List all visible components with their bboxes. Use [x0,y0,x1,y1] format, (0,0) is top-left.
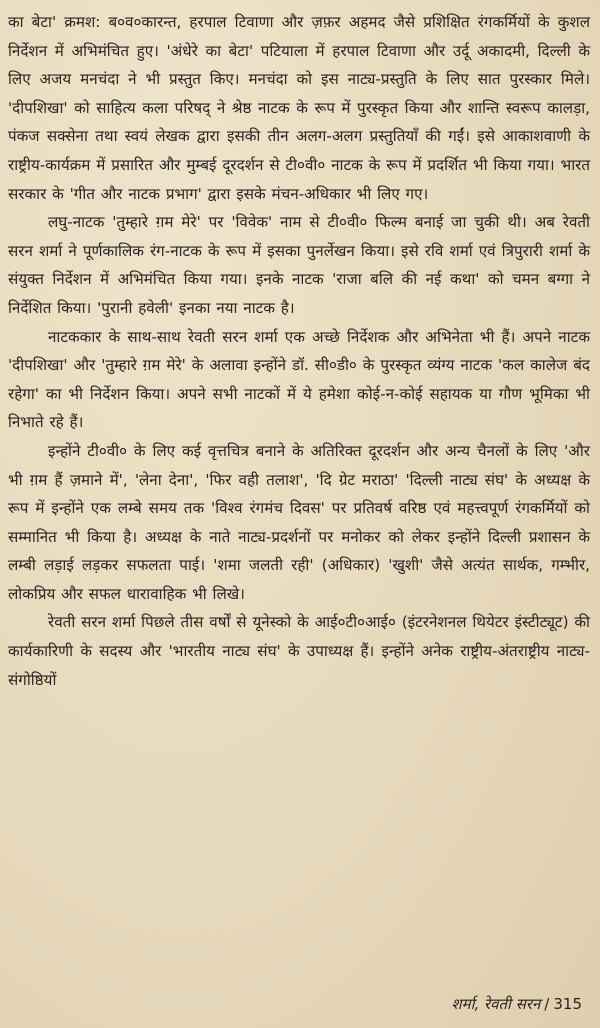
running-head: शर्मा, रेवती सरन [451,995,541,1013]
page-footer [451,994,582,1014]
page-number: 315 [553,995,582,1013]
paragraph-1: का बेटा' क्रमश: ब०व०कारन्त, हरपाल टिवाणा और ज़फ़र अहमद जैसे प्रशिक्षित रंगकर्मियों के कुशल निर्देशन में अभिमंचित हुए। 'अंधेरे का बेटा' पटियाला में हरपाल टिवाणा और उर्दू अकादमी, दिल्ली के लिए अजय मनचंदा ने भी प्रस्तुत किए। मनचंदा को इस नाट्य-प्रस्तुति के लिए सात पुरस्कार मिले। 'दीपशिखा' को साहित्य कला परिषद् ने श्रेष्ठ नाटक के रूप में पुरस्कृत किया और शान्ति स्वरूप कालड़ा, पंकज सक्सेना तथा स्वयं लेखक द्वारा इसकी तीन अलग-अलग प्रस्तुतियाँ की गईं। इसे आकाशवाणी के राष्ट्रीय-कार्यक्रम में प्रसारित और मुम्बई दूरदर्शन से टी०वी० नाटक के रूप में प्रदर्शित भी किया गया। भारत सरकार के 'गीत और नाटक प्रभाग' द्वारा इसके मंचन-अधिकार भी लिए गए। [8,13,590,203]
paragraph-4: इन्होंने टी०वी० के लिए कई वृत्तचित्र बनाने के अतिरिक्त दूरदर्शन और अन्य चैनलों के लिए 'और भी ग़म हैं ज़माने में', 'लेना देना', 'फिर वही तलाश', 'दि ग्रेट मराठा' 'दिल्ली नाट्य संघ' के अध्यक्ष के रूप में इन्होंने एक लम्बे समय तक 'विश्व रंगमंच दिवस' पर प्रतिवर्ष वरिष्ठ एवं महत्त्वपूर्ण रंगकर्मियों को सम्मानित भी किया है। अध्यक्ष के नाते नाट्य-प्रदर्शनों पर मनोकर को लेकर इन्होंने दिल्ली प्रशासन के लम्बी लड़ाई लड़कर सफलता पाई। 'शमा जलती रही' (अधिकार) 'खुशी' जैसे अत्यंत सार्थक, गम्भीर, लोकप्रिय और सफल धारावाहिक भी लिखे। [8,441,590,603]
paragraph-3: नाटककार के साथ-साथ रेवती सरन शर्मा एक अच्छे निर्देशक और अभिनेता भी हैं। अपने नाटक 'दीपशिखा' और 'तुम्हारे ग़म मेरे' के अलावा इन्होंने डॉ. सी०डी० के पुरस्कृत व्यंग्य नाटक 'कल कालेज बंद रहेगा' का भी निर्देशन किया। अपने सभी नाटकों में ये हमेशा कोई-न-कोई सहायक या गौण भूमिका भी निभाते रहे हैं। [8,327,590,432]
body-text [8,8,590,694]
paragraph-5: रेवती सरन शर्मा पिछले तीस वर्षों से यूनेस्को के आई०टी०आई० (इंटरनेशनल थियेटर इंस्टीट्यूट) की कार्यकारिणी के सदस्य और 'भारतीय नाट्य संघ' के उपाध्यक्ष हैं। इन्होंने अनेक राष्ट्रीय-अंतराष्ट्रीय नाट्य-संगोष्ठियों [8,613,590,689]
paragraph-2: लघु-नाटक 'तुम्हारे ग़म मेरे' पर 'विवेक' नाम से टी०वी० फिल्म बनाई जा चुकी थी। अब रेवती सरन शर्मा ने पूर्णकालिक रंग-नाटक के रूप में इसका पुनर्लेखन किया। इसे रवि शर्मा एवं त्रिपुरारी शर्मा के संयुक्त निर्देशन में अभिमंचित किया गया। इनके नाटक 'राजा बलि की नई कथा' को चमन बग्गा ने निर्देशित किया। 'पुरानी हवेली' इनका नया नाटक है। [8,213,590,317]
footer-separator: / [544,995,550,1013]
